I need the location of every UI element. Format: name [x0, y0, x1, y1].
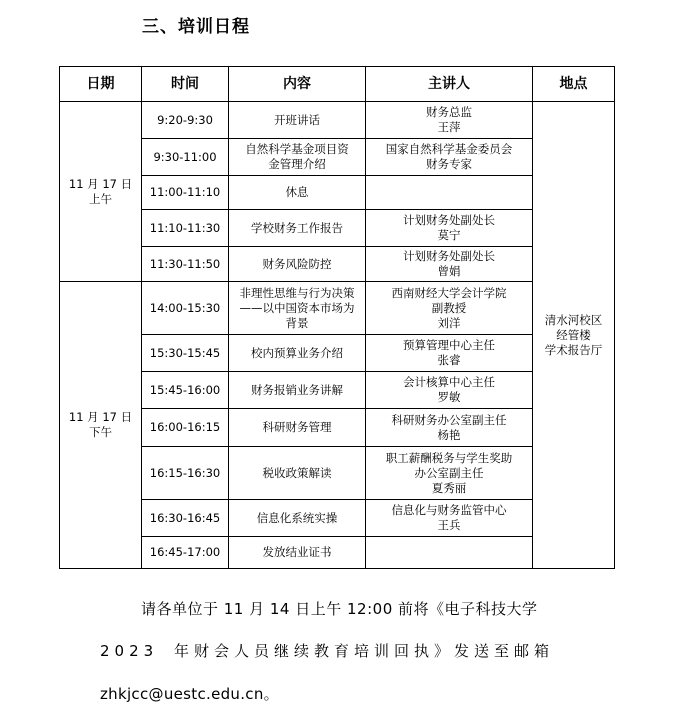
date-period: 下午 — [89, 425, 112, 439]
location-cell: 清水河校区 经管楼 学术报告厅 — [533, 102, 615, 569]
content-cell: 非理性思维与行为决策 ——以中国资本市场为 背景 — [229, 282, 366, 335]
speaker-cell: 会计核算中心主任 罗敏 — [366, 372, 533, 409]
header-location: 地点 — [533, 67, 615, 102]
table-row — [60, 447, 615, 500]
content-cell: 开班讲话 — [229, 102, 366, 139]
footer-line-1: 请各单位于 11 月 14 日上午 12:00 前将《电子科技大学 — [141, 600, 538, 618]
time-cell: 11:00-11:10 — [142, 176, 229, 210]
speaker-cell: 计划财务处副处长 莫宁 — [366, 210, 533, 247]
time-cell: 11:10-11:30 — [142, 210, 229, 247]
speaker-cell: 计划财务处副处长 曾娟 — [366, 247, 533, 282]
table-row — [60, 372, 615, 409]
time-cell: 15:30-15:45 — [142, 335, 229, 372]
content-cell: 财务报销业务讲解 — [229, 372, 366, 409]
speaker-cell-empty — [366, 537, 533, 569]
table-row — [60, 139, 615, 176]
footer-line-2: 2023 年财会人员继续教育培训回执》发送至邮箱 — [100, 642, 554, 660]
speaker-cell-empty — [366, 176, 533, 210]
header-speaker: 主讲人 — [366, 67, 533, 102]
afternoon-date-cell — [60, 282, 142, 569]
morning-date-cell — [60, 102, 142, 282]
table-header-row — [60, 67, 615, 102]
speaker-cell: 财务总监 王萍 — [366, 102, 533, 139]
table-row — [60, 176, 615, 210]
content-cell: 信息化系统实操 — [229, 500, 366, 537]
table-row — [60, 409, 615, 447]
speaker-cell: 信息化与财务监管中心 王兵 — [366, 500, 533, 537]
header-time: 时间 — [142, 67, 229, 102]
time-cell: 15:45-16:00 — [142, 372, 229, 409]
content-cell: 财务风险防控 — [229, 247, 366, 282]
footer-email-line: zhkjcc@uestc.edu.cn。 — [100, 685, 279, 703]
date-line: 11 月 17 日 — [68, 176, 133, 191]
time-cell: 16:15-16:30 — [142, 447, 229, 500]
header-date: 日期 — [60, 67, 142, 102]
table-row — [60, 247, 615, 282]
time-cell: 16:00-16:15 — [142, 409, 229, 447]
speaker-cell: 西南财经大学会计学院 副教授 刘洋 — [366, 282, 533, 335]
time-cell: 16:30-16:45 — [142, 500, 229, 537]
speaker-cell: 国家自然科学基金委员会 财务专家 — [366, 139, 533, 176]
content-cell: 发放结业证书 — [229, 537, 366, 569]
time-cell: 16:45-17:00 — [142, 537, 229, 569]
content-cell: 校内预算业务介绍 — [229, 335, 366, 372]
content-cell: 学校财务工作报告 — [229, 210, 366, 247]
table-row — [60, 282, 615, 335]
date-line: 11 月 17 日 — [68, 410, 133, 424]
speaker-cell: 预算管理中心主任 张睿 — [366, 335, 533, 372]
content-cell: 科研财务管理 — [229, 409, 366, 447]
content-cell: 休息 — [229, 176, 366, 210]
header-content: 内容 — [229, 67, 366, 102]
speaker-cell: 科研财务办公室副主任 杨艳 — [366, 409, 533, 447]
table-row — [60, 500, 615, 537]
time-cell: 9:20-9:30 — [142, 102, 229, 139]
section-heading: 三、培训日程 — [142, 17, 250, 37]
content-cell: 税收政策解读 — [229, 447, 366, 500]
schedule-table — [59, 66, 615, 569]
table-row — [60, 537, 615, 569]
table-row — [60, 102, 615, 139]
time-cell: 9:30-11:00 — [142, 139, 229, 176]
time-cell: 14:00-15:30 — [142, 282, 229, 335]
date-period: 上午 — [89, 191, 112, 206]
content-cell: 自然科学基金项目资 金管理介绍 — [229, 139, 366, 176]
speaker-cell: 职工薪酬税务与学生奖助 办公室副主任 夏秀丽 — [366, 447, 533, 500]
time-cell: 11:30-11:50 — [142, 247, 229, 282]
table-row — [60, 210, 615, 247]
table-row — [60, 335, 615, 372]
